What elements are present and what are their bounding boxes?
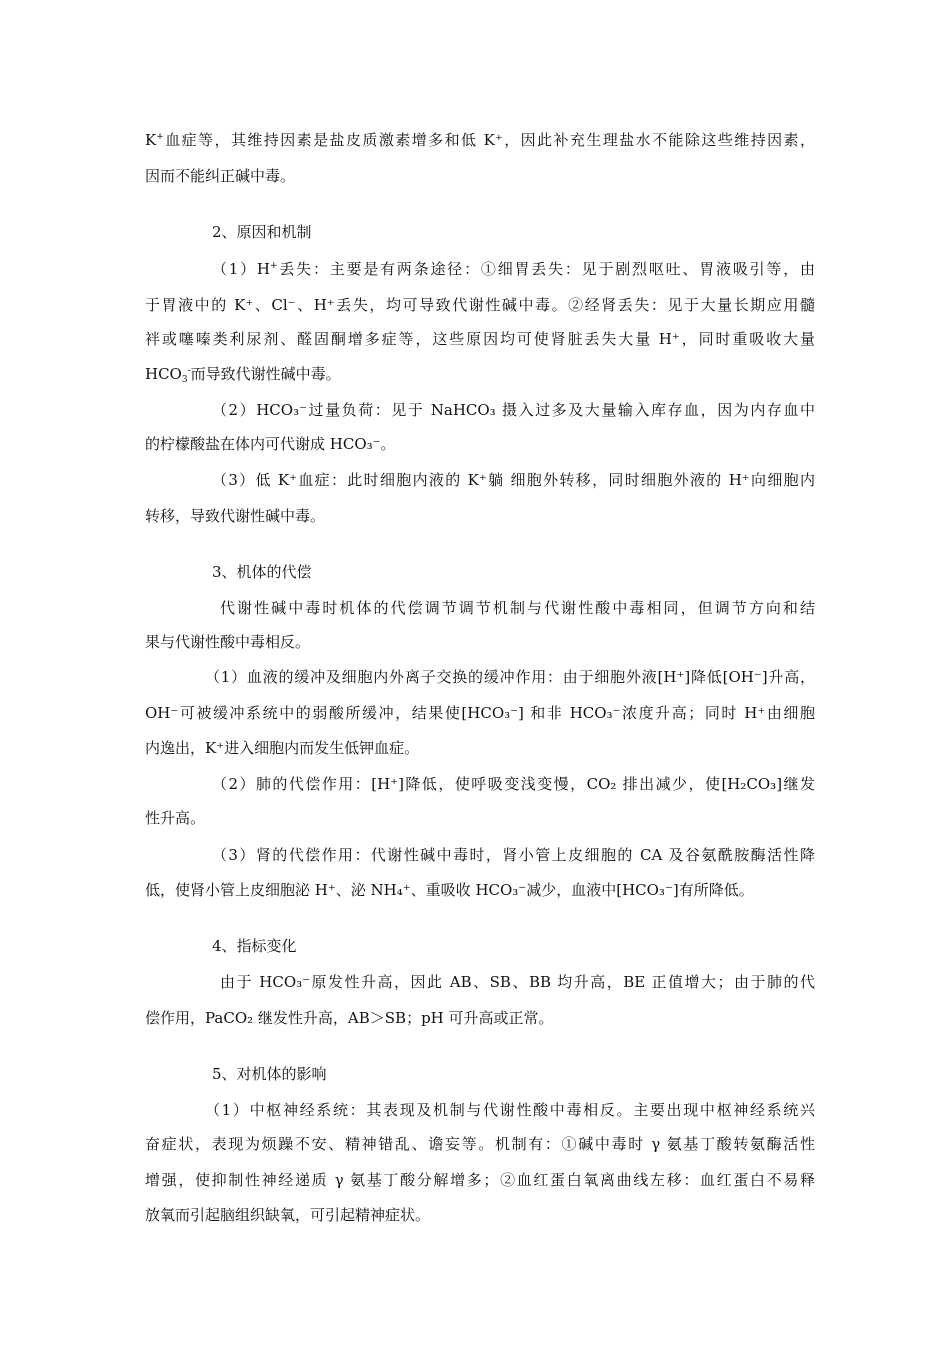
section-heading: 4、指标变化 — [212, 937, 297, 955]
body-line: 由于 HCO₃⁻原发性升高，因此 AB、SB、BB 均升高，BE 正值增大；由于肺的代 — [220, 973, 815, 991]
body-line: 性升高。 — [145, 809, 206, 827]
section-heading: 3、机体的代偿 — [212, 563, 312, 581]
body-line: 内逸出，K⁺进入细胞内而发生低钾血症。 — [145, 739, 420, 757]
body-line: （2）肺的代偿作用：[H⁺]降低，使呼吸变浅变慢，CO₂ 排出减少，使[H₂CO₃]继发 — [212, 775, 815, 793]
section-heading: 2、原因和机制 — [212, 223, 312, 241]
body-line: 奋症状，表现为烦躁不安、精神错乱、谵妄等。机制有：①碱中毒时 γ 氨基丁酸转氨酶活性 — [145, 1135, 815, 1153]
body-line: $HCO_3^-$而导致代谢性碱中毒。 — [145, 365, 341, 385]
body-line: 因而不能纠正碱中毒。 — [145, 167, 296, 185]
body-line: 低，使肾小管上皮细胞泌 H⁺、泌 NH₄⁺、重吸收 HCO₃⁻减少，血液中[HCO₃⁻]有所降低。 — [145, 881, 754, 899]
body-line: K+血症等，其维持因素是盐皮质激素增多和低 K⁺，因此补充生理盐水不能除这些维持因素， — [145, 131, 815, 149]
body-line: OH⁻可被缓冲系统中的弱酸所缓冲，结果使[HCO₃⁻] 和非 HCO₃⁻浓度升高；同时 H⁺由细胞 — [145, 704, 815, 722]
body-line: 袢或噻嗪类利尿剂、醛固酮增多症等，这些原因均可使肾脏丢失大量 H⁺，同时重吸收大量 — [145, 330, 815, 348]
body-line: （1）血液的缓冲及细胞内外离子交换的缓冲作用：由于细胞外液[H⁺]降低[OH⁻]升高， — [205, 668, 815, 686]
body-line: （1）H+丢失：主要是有两条途径：①细胃丢失：见于剧烈呕吐、胃液吸引等，由 — [212, 260, 815, 278]
body-line: 转移，导致代谢性碱中毒。 — [145, 507, 326, 525]
body-line: 偿作用，PaCO₂ 继发性升高，AB＞SB；pH 可升高或正常。 — [145, 1009, 554, 1027]
body-line: 增强，使抑制性神经递质 γ 氨基丁酸分解增多；②血红蛋白氧离曲线左移：血红蛋白不易释 — [145, 1171, 815, 1189]
body-line: （2）HCO₃⁻过量负荷：见于 NaHCO₃ 摄入过多及大量输入库存血，因为内存血中 — [212, 401, 815, 419]
body-line: （1）中枢神经系统：其表现及机制与代谢性酸中毒相反。主要出现中枢神经系统兴 — [205, 1101, 815, 1119]
body-line: 的柠檬酸盐在体内可代谢成 HCO₃⁻。 — [145, 435, 396, 453]
body-line: 果与代谢性酸中毒相反。 — [145, 633, 311, 651]
body-line: （3）低 K⁺血症：此时细胞内液的 K⁺躺 细胞外转移，同时细胞外液的 H⁺向细胞内 — [212, 471, 815, 489]
body-line: 代谢性碱中毒时机体的代偿调节调节机制与代谢性酸中毒相同，但调节方向和结 — [220, 599, 815, 617]
body-line: 放氧而引起脑组织缺氧，可引起精神症状。 — [145, 1206, 431, 1224]
body-line: （3）肾的代偿作用：代谢性碱中毒时，肾小管上皮细胞的 CA 及谷氨酰胺酶活性降 — [212, 846, 815, 864]
section-heading: 5、对机体的影响 — [212, 1065, 327, 1083]
body-line: 于胃液中的 K⁺、Cl⁻、H⁺丢失，均可导致代谢性碱中毒。②经肾丢失：见于大量长期应用髓 — [145, 296, 815, 314]
